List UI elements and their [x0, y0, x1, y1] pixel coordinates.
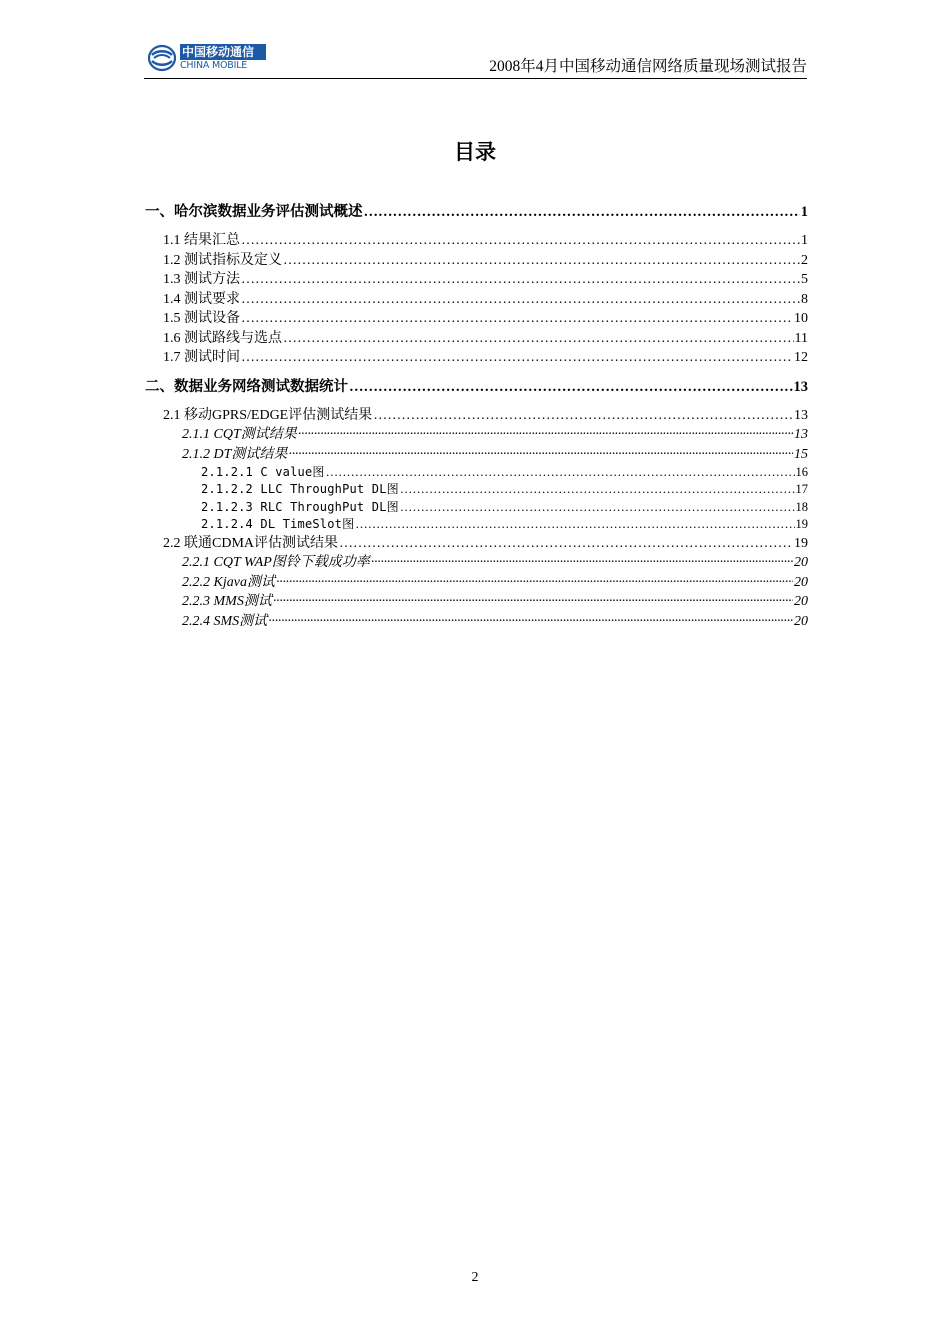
- logo-english-text: CHINA MOBILE: [180, 60, 248, 71]
- toc-entry-title: 2.1.2.3 RLC ThroughPut DL图: [201, 499, 399, 514]
- toc-entry-title: 2.2.1 CQT WAP图铃下载成功率: [182, 555, 370, 571]
- toc-entry[interactable]: [145, 516, 808, 533]
- toc-entry-page: 1: [801, 233, 808, 248]
- toc-title: 目录: [454, 140, 496, 164]
- toc-entry-page: 20: [794, 555, 808, 571]
- china-mobile-swirl-icon: [148, 44, 176, 72]
- toc-entry[interactable]: [145, 612, 808, 632]
- page-number: 2: [471, 1270, 479, 1285]
- toc-entry-title: 2.1.1 CQT测试结果: [182, 427, 297, 442]
- toc-dot-leader: [241, 231, 800, 251]
- toc-entry-page: 11: [794, 330, 808, 346]
- toc-entry-title: 2.2.3 MMS测试: [182, 594, 272, 610]
- toc-entry-page: 13: [794, 407, 808, 423]
- toc-entry-page: 18: [795, 499, 808, 514]
- toc-entry[interactable]: [145, 202, 808, 222]
- page-header: [144, 40, 807, 80]
- toc-entry-page: 19: [794, 535, 808, 551]
- toc-dot-leader: [283, 329, 794, 349]
- toc-entry-title: 1.6 测试路线与选点: [163, 330, 282, 346]
- toc-dot-leader: [400, 499, 795, 516]
- toc-entry-title: 1.1 结果汇总: [163, 233, 240, 248]
- toc-entry-title: 1.2 测试指标及定义: [163, 252, 282, 268]
- toc-entry-page: 10: [794, 311, 808, 326]
- toc-dot-leader: [241, 290, 800, 310]
- toc-entry[interactable]: [145, 270, 808, 290]
- toc-dot-leader: [268, 612, 793, 632]
- toc-entry-title: 2.1.2.1 C value图: [201, 465, 325, 479]
- toc-dot-leader: [273, 592, 793, 612]
- toc-entry[interactable]: [145, 553, 808, 573]
- toc-entry-page: 8: [801, 291, 808, 307]
- toc-entry-page: 5: [801, 272, 808, 287]
- china-mobile-logo: [148, 44, 266, 72]
- toc-entry-page: 16: [795, 465, 808, 479]
- toc-dot-leader: [355, 516, 794, 533]
- toc-dot-leader: [349, 377, 793, 397]
- toc-entry[interactable]: [145, 445, 808, 465]
- toc-dot-leader: [288, 445, 793, 465]
- toc-entry[interactable]: [145, 534, 808, 554]
- toc-entry-title: 二、数据业务网络测试数据统计: [145, 378, 348, 395]
- toc-entry[interactable]: [145, 348, 808, 368]
- toc-entry-title: 2.1.2 DT测试结果: [182, 446, 288, 462]
- toc-dot-leader: [371, 553, 793, 573]
- toc-entry-page: 20: [794, 574, 808, 590]
- toc-dot-leader: [283, 251, 800, 271]
- toc-dot-leader: [298, 425, 793, 445]
- toc-entry-title: 2.2.2 Kjava测试: [182, 574, 275, 590]
- toc-entry[interactable]: [145, 329, 808, 349]
- toc-entry[interactable]: [145, 377, 808, 397]
- toc-entry[interactable]: [145, 290, 808, 310]
- toc-entry-page: 20: [794, 613, 808, 629]
- toc-entry-title: 1.4 测试要求: [163, 291, 240, 307]
- toc-entry[interactable]: [145, 231, 808, 251]
- toc-entry-title: 2.1.2.2 LLC ThroughPut DL图: [201, 482, 399, 497]
- toc-entry-page: 20: [794, 594, 808, 610]
- toc-entry[interactable]: [145, 406, 808, 426]
- toc-entry-page: 12: [794, 350, 808, 365]
- toc-dot-leader: [400, 481, 795, 498]
- toc-entry[interactable]: [145, 499, 808, 516]
- toc-dot-leader: [276, 573, 793, 593]
- header-title: 2008年4月中国移动通信网络质量现场测试报告: [489, 58, 807, 75]
- toc-entry-title: 1.7 测试时间: [163, 350, 240, 365]
- toc-dot-leader: [241, 348, 793, 368]
- toc-entry-title: 2.2 联通CDMA评估测试结果: [163, 535, 339, 551]
- toc-dot-leader: [326, 464, 795, 481]
- toc-entry-title: 1.5 测试设备: [163, 311, 240, 326]
- toc-entry-title: 2.1.2.4 DL TimeSlot图: [201, 517, 355, 532]
- toc-entry[interactable]: [145, 251, 808, 271]
- toc-entry-page: 2: [801, 252, 808, 268]
- toc-entry-page: 17: [795, 482, 808, 497]
- toc-dot-leader: [364, 202, 800, 222]
- toc-dot-leader: [241, 270, 800, 290]
- header-divider: [144, 78, 807, 79]
- toc-entry[interactable]: [145, 425, 808, 445]
- logo-chinese-text: 中国移动通信: [180, 44, 266, 60]
- toc-dot-leader: [339, 534, 793, 554]
- toc-entry[interactable]: [145, 573, 808, 593]
- toc-entry-title: 2.1 移动GPRS/EDGE评估测试结果: [163, 407, 373, 423]
- toc-entry-title: 一、哈尔滨数据业务评估测试概述: [145, 204, 363, 220]
- toc-entry[interactable]: [145, 481, 808, 498]
- toc-entry-title: 1.3 测试方法: [163, 272, 240, 287]
- toc-dot-leader: [373, 406, 793, 426]
- toc-entry-page: 15: [794, 446, 808, 462]
- toc-entry[interactable]: [145, 464, 808, 481]
- toc-entry-title: 2.2.4 SMS测试: [182, 613, 268, 629]
- toc-entry-page: 13: [794, 427, 808, 442]
- toc-entry-page: 13: [793, 378, 808, 395]
- toc-dot-leader: [241, 309, 793, 329]
- toc-entry-page: 19: [795, 517, 808, 532]
- toc-entry-page: 1: [800, 204, 808, 220]
- table-of-contents: [145, 200, 808, 631]
- toc-entry[interactable]: [145, 592, 808, 612]
- toc-entry[interactable]: [145, 309, 808, 329]
